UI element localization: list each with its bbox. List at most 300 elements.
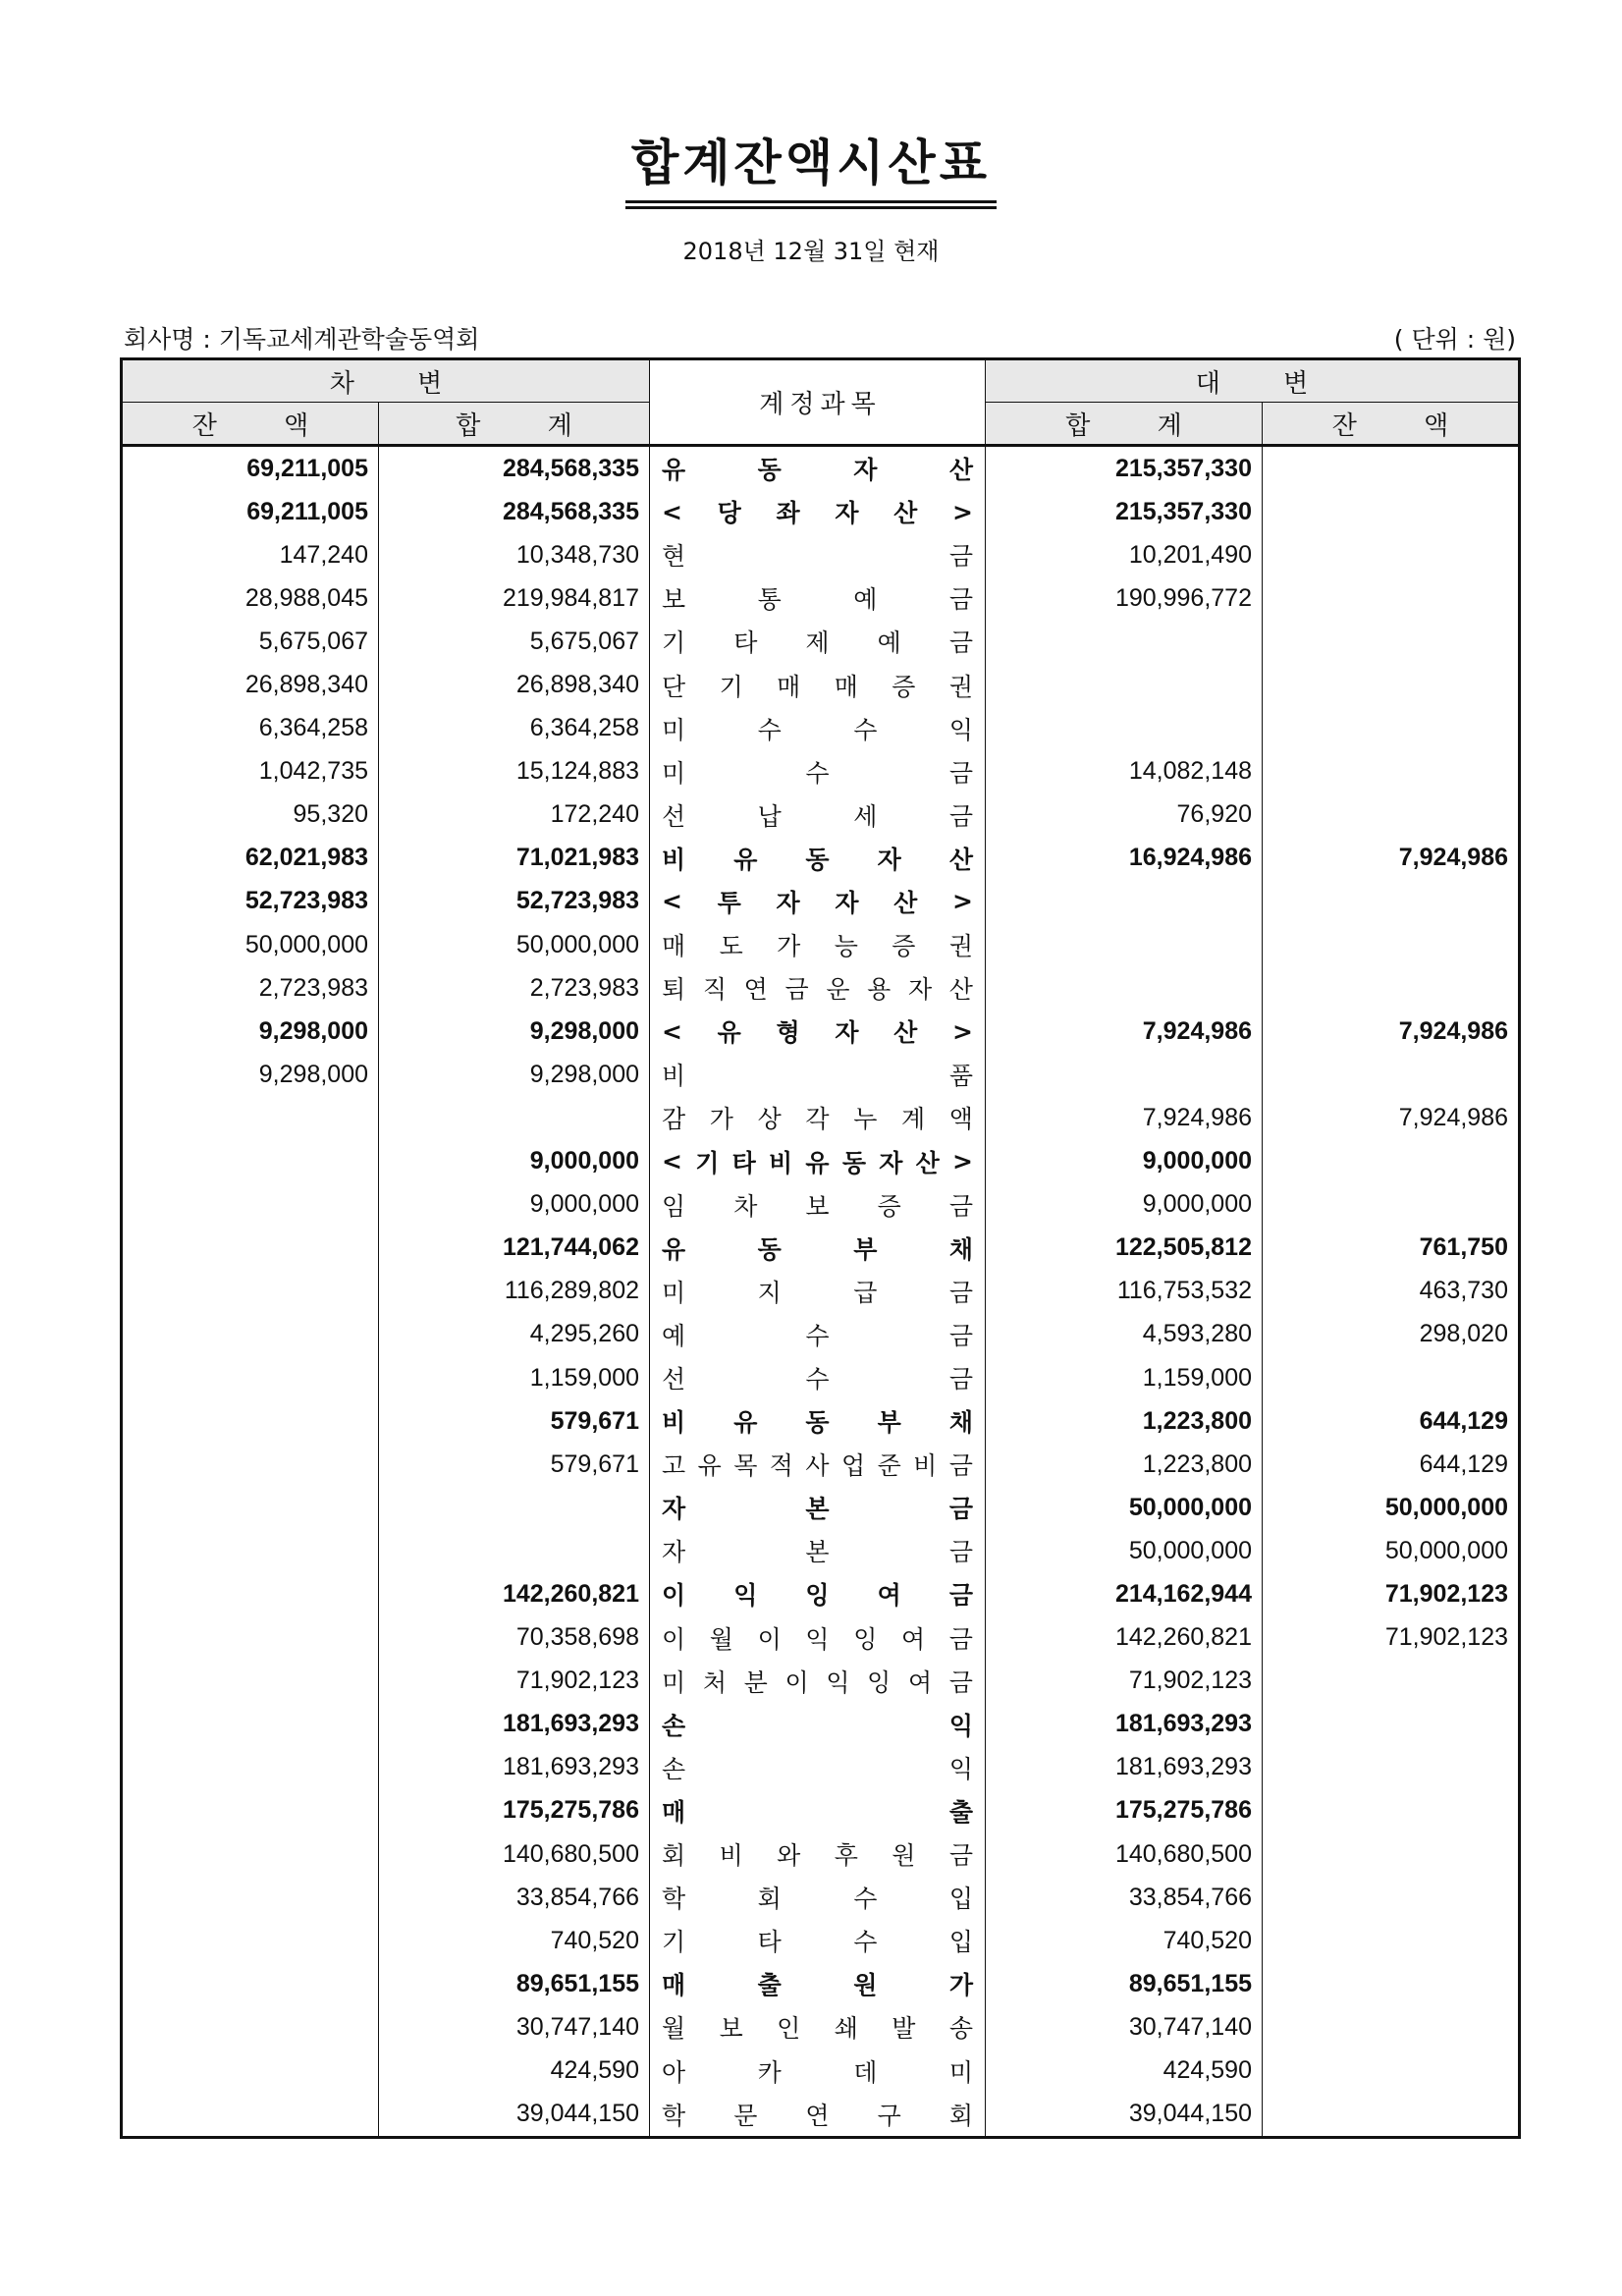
credit-total-cell xyxy=(986,663,1263,706)
account-name-char: 금 xyxy=(948,1365,973,1394)
account-name-char: 금 xyxy=(948,1191,973,1221)
account-name-cell xyxy=(650,1486,986,1529)
credit-total-cell: 142,260,821 xyxy=(986,1616,1263,1660)
account-name-char: 원 xyxy=(892,1841,916,1871)
debit-balance-cell xyxy=(122,1660,379,1703)
table-row xyxy=(122,1356,1520,1399)
account-name-char: 금 xyxy=(948,1581,973,1611)
table-row xyxy=(122,1529,1520,1572)
debit-total-cell: 9,000,000 xyxy=(379,1183,650,1227)
account-name-char: 이 xyxy=(662,1624,686,1654)
account-name-char: 산 xyxy=(948,456,973,485)
account-name-char: 이 xyxy=(784,1667,809,1697)
debit-balance-cell: 52,723,983 xyxy=(122,880,379,923)
credit-balance-cell: 644,129 xyxy=(1263,1443,1520,1486)
credit-balance-cell xyxy=(1263,620,1520,663)
account-name-char: 와 xyxy=(777,1841,801,1871)
debit-total-cell: 121,744,062 xyxy=(379,1227,650,1270)
account-name-cell xyxy=(650,1876,986,1919)
account-name-cell xyxy=(650,1140,986,1183)
table-row xyxy=(122,837,1520,880)
debit-balance-cell xyxy=(122,1962,379,2005)
account-name-char: 세 xyxy=(853,801,878,831)
table-row xyxy=(122,1313,1520,1356)
account-name-char: 증 xyxy=(877,1191,901,1221)
account-name-char: 고 xyxy=(662,1451,686,1481)
table-row xyxy=(122,663,1520,706)
table-row xyxy=(122,1053,1520,1096)
account-name-cell xyxy=(650,1399,986,1443)
account-name-char: 지 xyxy=(757,1278,782,1307)
debit-balance-cell xyxy=(122,1746,379,1789)
table-body xyxy=(122,446,1520,2138)
account-name xyxy=(662,970,973,1006)
credit-total-cell xyxy=(986,707,1263,750)
account-name-char: 수 xyxy=(805,1365,830,1394)
account-name-char: 산 xyxy=(948,975,973,1005)
account-name-cell xyxy=(650,1227,986,1270)
account-name-char: 동 xyxy=(805,845,830,874)
account-name xyxy=(662,1533,973,1568)
account-name-char: 출 xyxy=(948,1797,973,1827)
account-name-char: < xyxy=(662,1016,682,1046)
credit-total-cell: 76,920 xyxy=(986,793,1263,837)
account-name-char: 비 xyxy=(913,1451,938,1481)
account-name-char: 채 xyxy=(948,1234,973,1264)
account-name-cell xyxy=(650,533,986,576)
account-name-char: 처 xyxy=(702,1667,727,1697)
account-name-cell xyxy=(650,1746,986,1789)
account-name-char: 금 xyxy=(948,1278,973,1307)
account-name-char: 금 xyxy=(948,1451,973,1481)
account-name-char: 매 xyxy=(662,1797,686,1827)
table-row xyxy=(122,707,1520,750)
debit-total-cell: 579,671 xyxy=(379,1443,650,1486)
table-row xyxy=(122,750,1520,793)
debit-balance-cell: 6,364,258 xyxy=(122,707,379,750)
account-name-char: 유 xyxy=(805,1148,830,1177)
account-name-char: 본 xyxy=(805,1538,830,1567)
account-name-char: 인 xyxy=(777,2014,801,2044)
credit-total-cell: 71,902,123 xyxy=(986,1660,1263,1703)
account-name-cell xyxy=(650,1832,986,1876)
account-name-char: 출 xyxy=(757,1971,782,2000)
account-name-char: 기 xyxy=(719,672,743,701)
table-row xyxy=(122,1399,1520,1443)
debit-balance-cell: 28,988,045 xyxy=(122,576,379,620)
credit-total-cell: 50,000,000 xyxy=(986,1486,1263,1529)
account-name-char: 자 xyxy=(835,1018,859,1048)
credit-balance-cell xyxy=(1263,2049,1520,2092)
credit-balance-cell: 7,924,986 xyxy=(1263,1096,1520,1139)
account-name-char: 원 xyxy=(853,1971,878,2000)
account-name-char: 매 xyxy=(834,672,858,701)
account-name-cell xyxy=(650,663,986,706)
account-name-char: 도 xyxy=(719,932,743,961)
debit-balance-cell: 26,898,340 xyxy=(122,663,379,706)
account-name-char: 좌 xyxy=(776,499,800,528)
debit-total-cell xyxy=(379,1096,650,1139)
account-name-char: > xyxy=(952,887,973,916)
debit-total-cell: 50,000,000 xyxy=(379,923,650,966)
account-name-char: 급 xyxy=(853,1278,878,1307)
credit-total-cell: 10,201,490 xyxy=(986,533,1263,576)
account-name xyxy=(662,1230,973,1266)
account-name xyxy=(662,1664,973,1699)
credit-balance-cell xyxy=(1263,1789,1520,1832)
account-name xyxy=(662,668,973,703)
account-name-char: 동 xyxy=(757,1234,782,1264)
credit-balance-cell xyxy=(1263,490,1520,533)
account-name-char: 데 xyxy=(853,2057,878,2087)
account-name-char: < xyxy=(662,497,682,526)
credit-balance-cell xyxy=(1263,923,1520,966)
credit-balance-cell xyxy=(1263,1746,1520,1789)
debit-total-cell: 15,124,883 xyxy=(379,750,650,793)
account-name-char: 본 xyxy=(805,1495,830,1524)
account-name xyxy=(662,1576,973,1612)
account-name-char: 목 xyxy=(733,1451,758,1481)
credit-balance-cell: 71,902,123 xyxy=(1263,1572,1520,1615)
table-row xyxy=(122,620,1520,663)
credit-balance-cell: 71,902,123 xyxy=(1263,1616,1520,1660)
account-name-char: 보 xyxy=(805,1191,830,1221)
debit-balance-cell xyxy=(122,1183,379,1227)
credit-balance-cell xyxy=(1263,1140,1520,1183)
account-name-char: 자 xyxy=(907,975,933,1005)
debit-balance-cell xyxy=(122,1703,379,1746)
account-name-char: 가 xyxy=(709,1105,733,1134)
debit-balance-cell xyxy=(122,1313,379,1356)
debit-balance-cell: 50,000,000 xyxy=(122,923,379,966)
credit-total-cell: 89,651,155 xyxy=(986,1962,1263,2005)
account-name-cell xyxy=(650,1529,986,1572)
debit-total-cell: 71,021,983 xyxy=(379,837,650,880)
account-name-char: 준 xyxy=(877,1451,901,1481)
account-name-char: 이 xyxy=(757,1624,782,1654)
account-name-cell xyxy=(650,1572,986,1615)
credit-balance-cell xyxy=(1263,793,1520,837)
account-name-char: 가 xyxy=(948,1971,973,2000)
account-name-char: 회 xyxy=(948,2101,973,2130)
account-name-char: 카 xyxy=(757,2057,782,2087)
debit-balance-cell xyxy=(122,1572,379,1615)
debit-total-cell: 1,159,000 xyxy=(379,1356,650,1399)
debit-total-cell: 579,671 xyxy=(379,1399,650,1443)
account-name-cell xyxy=(650,2005,986,2049)
debit-total-cell: 2,723,983 xyxy=(379,966,650,1010)
account-name-char: < xyxy=(662,887,682,916)
account-name-char: 산 xyxy=(948,845,973,874)
unit-label: ( 단위 : 원) xyxy=(1393,325,1516,354)
credit-total-cell: 215,357,330 xyxy=(986,446,1263,491)
debit-total-cell: 175,275,786 xyxy=(379,1789,650,1832)
account-name-char: 학 xyxy=(662,1885,686,1914)
credit-balance-cell xyxy=(1263,2005,1520,2049)
credit-balance-cell: 463,730 xyxy=(1263,1270,1520,1313)
account-name-char: 여 xyxy=(907,1667,933,1697)
account-name-char: 차 xyxy=(733,1191,758,1221)
account-name-char: 증 xyxy=(892,672,916,701)
account-name-char: 금 xyxy=(948,629,973,658)
credit-total-cell: 7,924,986 xyxy=(986,1010,1263,1053)
credit-total-cell: 9,000,000 xyxy=(986,1183,1263,1227)
account-name-char: 익 xyxy=(733,1581,758,1611)
account-name-char: 유 xyxy=(662,456,686,485)
credit-total-cell: 424,590 xyxy=(986,2049,1263,2092)
page-title: 합계잔액시산표 xyxy=(625,124,997,203)
credit-header: 대 변 xyxy=(986,359,1520,403)
account-name-char: 입 xyxy=(948,1885,973,1914)
account-name-char: 금 xyxy=(948,1667,973,1697)
table-row xyxy=(122,576,1520,620)
account-name-char: 자 xyxy=(776,888,800,917)
credit-balance-cell xyxy=(1263,663,1520,706)
account-name-char: 누 xyxy=(853,1105,878,1134)
credit-total-header: 합 계 xyxy=(986,403,1263,446)
credit-balance-cell xyxy=(1263,707,1520,750)
debit-total-cell: 10,348,730 xyxy=(379,533,650,576)
debit-total-cell: 142,260,821 xyxy=(379,1572,650,1615)
debit-balance-cell xyxy=(122,1919,379,1962)
debit-total-cell: 26,898,340 xyxy=(379,663,650,706)
account-name-char: 미 xyxy=(662,715,686,744)
account-name-char: 쇄 xyxy=(834,2014,858,2044)
account-name-cell xyxy=(650,923,986,966)
account-name-char: 후 xyxy=(834,1841,858,1871)
debit-total-cell xyxy=(379,1486,650,1529)
account-name-char: 용 xyxy=(867,975,892,1005)
title-wrap xyxy=(0,124,1622,203)
account-name-char: 타 xyxy=(757,1928,782,1957)
account-name-char: 납 xyxy=(757,801,782,831)
account-name-char: > xyxy=(952,497,973,526)
account-name-cell xyxy=(650,576,986,620)
account-name-char: 입 xyxy=(948,1928,973,1957)
account-name-char: 타 xyxy=(733,629,758,658)
debit-total-cell: 181,693,293 xyxy=(379,1703,650,1746)
credit-balance-cell xyxy=(1263,1876,1520,1919)
account-name-char: 분 xyxy=(743,1667,768,1697)
account-name xyxy=(662,2009,973,2045)
account-name-char: 미 xyxy=(662,1667,686,1697)
credit-total-cell: 4,593,280 xyxy=(986,1313,1263,1356)
credit-total-cell: 50,000,000 xyxy=(986,1529,1263,1572)
account-name xyxy=(662,1836,973,1872)
account-name-char: 산 xyxy=(893,888,918,917)
account-name-char: 금 xyxy=(948,1538,973,1567)
account-name-char: 구 xyxy=(877,2101,901,2130)
account-name-char: 유 xyxy=(662,1234,686,1264)
account-name-char: 회 xyxy=(757,1885,782,1914)
account-name-char: 자 xyxy=(662,1495,686,1524)
account-name-char: 직 xyxy=(702,975,727,1005)
table-row xyxy=(122,1703,1520,1746)
account-name-char: 자 xyxy=(879,1148,903,1177)
account-name-char: 채 xyxy=(948,1408,973,1438)
account-name-cell xyxy=(650,1096,986,1139)
account-name-char: 아 xyxy=(662,2057,686,2087)
account-name xyxy=(662,580,973,616)
debit-balance-cell xyxy=(122,2049,379,2092)
debit-total-cell: 52,723,983 xyxy=(379,880,650,923)
table-row xyxy=(122,1572,1520,1615)
debit-balance-cell xyxy=(122,1486,379,1529)
account-name xyxy=(662,1490,973,1525)
account-name-char: 기 xyxy=(662,1928,686,1957)
account-name-char: 적 xyxy=(769,1451,793,1481)
account-name xyxy=(662,624,973,659)
account-name-char: 매 xyxy=(777,672,801,701)
credit-balance-cell: 50,000,000 xyxy=(1263,1486,1520,1529)
debit-total-header: 합 계 xyxy=(379,403,650,446)
account-name-char: 기 xyxy=(695,1148,720,1177)
account-name-char: 금 xyxy=(948,758,973,788)
debit-total-cell: 219,984,817 xyxy=(379,576,650,620)
account-name-char: 단 xyxy=(662,672,686,701)
table-row xyxy=(122,1270,1520,1313)
credit-total-cell xyxy=(986,923,1263,966)
credit-total-cell: 190,996,772 xyxy=(986,576,1263,620)
debit-total-cell: 70,358,698 xyxy=(379,1616,650,1660)
debit-balance-cell: 147,240 xyxy=(122,533,379,576)
credit-total-cell: 1,223,800 xyxy=(986,1399,1263,1443)
debit-balance-cell: 5,675,067 xyxy=(122,620,379,663)
account-name xyxy=(662,1966,973,2001)
account-name-cell xyxy=(650,1443,986,1486)
debit-balance-cell: 1,042,735 xyxy=(122,750,379,793)
table-row xyxy=(122,2049,1520,2092)
credit-total-cell: 9,000,000 xyxy=(986,1140,1263,1183)
credit-balance-cell xyxy=(1263,966,1520,1010)
credit-balance-cell xyxy=(1263,2093,1520,2138)
account-name xyxy=(662,1403,973,1439)
account-name-char: 감 xyxy=(662,1105,686,1134)
account-name-char: 자 xyxy=(853,456,878,485)
account-name-char: 익 xyxy=(826,1667,850,1697)
account-name-cell xyxy=(650,1962,986,2005)
debit-total-cell: 284,568,335 xyxy=(379,490,650,533)
account-name xyxy=(662,927,973,962)
account-header: 계정과목 xyxy=(650,359,986,446)
account-name-char: 권 xyxy=(948,932,973,961)
table-row xyxy=(122,1746,1520,1789)
credit-total-cell: 140,680,500 xyxy=(986,1832,1263,1876)
account-name-char: 연 xyxy=(805,2101,830,2130)
account-name-char: > xyxy=(952,1016,973,1046)
credit-balance-cell: 761,750 xyxy=(1263,1227,1520,1270)
account-name xyxy=(662,1620,973,1656)
debit-total-cell: 9,000,000 xyxy=(379,1140,650,1183)
account-name-char: 손 xyxy=(662,1711,686,1740)
credit-balance-cell: 644,129 xyxy=(1263,1399,1520,1443)
account-name-char: 익 xyxy=(948,715,973,744)
debit-balance-cell: 69,211,005 xyxy=(122,446,379,491)
debit-total-cell: 89,651,155 xyxy=(379,1962,650,2005)
debit-total-cell: 9,298,000 xyxy=(379,1010,650,1053)
table-row xyxy=(122,2005,1520,2049)
account-name-char: 유 xyxy=(697,1451,722,1481)
account-name xyxy=(662,537,973,573)
debit-total-cell: 9,298,000 xyxy=(379,1053,650,1096)
account-name xyxy=(662,1793,973,1829)
debit-balance-cell: 2,723,983 xyxy=(122,966,379,1010)
table-row xyxy=(122,1010,1520,1053)
credit-total-cell: 39,044,150 xyxy=(986,2093,1263,2138)
account-name-char: 수 xyxy=(853,715,878,744)
account-name-char: 익 xyxy=(948,1754,973,1783)
account-name xyxy=(662,1057,973,1092)
account-name xyxy=(662,1013,973,1049)
debit-balance-cell xyxy=(122,1270,379,1313)
credit-balance-cell: 7,924,986 xyxy=(1263,1010,1520,1053)
debit-balance-cell xyxy=(122,1529,379,1572)
debit-total-cell: 172,240 xyxy=(379,793,650,837)
account-name xyxy=(662,494,973,529)
credit-total-cell xyxy=(986,880,1263,923)
account-name-char: 비 xyxy=(662,1062,686,1091)
account-name-char: 제 xyxy=(805,629,830,658)
account-name-char: 통 xyxy=(757,585,782,615)
debit-total-cell: 71,902,123 xyxy=(379,1660,650,1703)
account-name-char: 임 xyxy=(662,1191,686,1221)
table-row xyxy=(122,793,1520,837)
account-name-char: 여 xyxy=(877,1581,901,1611)
table-row xyxy=(122,1486,1520,1529)
debit-balance-cell xyxy=(122,2093,379,2138)
account-name-char: 수 xyxy=(805,758,830,788)
account-name-cell xyxy=(650,1660,986,1703)
account-name-char: 잉 xyxy=(853,1624,878,1654)
account-name-char: 금 xyxy=(948,1495,973,1524)
account-name-char: 미 xyxy=(662,758,686,788)
debit-balance-cell: 69,211,005 xyxy=(122,490,379,533)
account-name-char: 동 xyxy=(757,456,782,485)
account-name-cell xyxy=(650,750,986,793)
account-name-char: 금 xyxy=(948,1321,973,1350)
account-name-char: 금 xyxy=(948,801,973,831)
account-name-char: 선 xyxy=(662,1365,686,1394)
account-name xyxy=(662,711,973,746)
account-name-char: 여 xyxy=(900,1624,926,1654)
account-name-cell xyxy=(650,2093,986,2138)
debit-total-cell: 39,044,150 xyxy=(379,2093,650,2138)
credit-balance-cell xyxy=(1263,750,1520,793)
account-name xyxy=(662,1317,973,1352)
account-name-char: < xyxy=(662,1147,682,1176)
credit-total-cell: 16,924,986 xyxy=(986,837,1263,880)
account-name-char: 유 xyxy=(717,1018,741,1048)
account-name-char: 금 xyxy=(784,975,809,1005)
account-name xyxy=(662,2053,973,2089)
table-row xyxy=(122,533,1520,576)
account-name-char: 유 xyxy=(733,845,758,874)
account-name-char: 산 xyxy=(915,1148,940,1177)
account-name-char: 익 xyxy=(948,1711,973,1740)
account-name xyxy=(662,1274,973,1309)
debit-balance-cell xyxy=(122,1356,379,1399)
debit-total-cell: 6,364,258 xyxy=(379,707,650,750)
account-name-char: 투 xyxy=(717,888,741,917)
account-name-char: 손 xyxy=(662,1754,686,1783)
account-name-char: 계 xyxy=(900,1105,926,1134)
account-name-char: 예 xyxy=(877,629,901,658)
account-name-char: 동 xyxy=(841,1148,866,1177)
credit-total-cell: 181,693,293 xyxy=(986,1746,1263,1789)
credit-balance-cell xyxy=(1263,1703,1520,1746)
account-name xyxy=(662,841,973,876)
credit-total-cell: 214,162,944 xyxy=(986,1572,1263,1615)
